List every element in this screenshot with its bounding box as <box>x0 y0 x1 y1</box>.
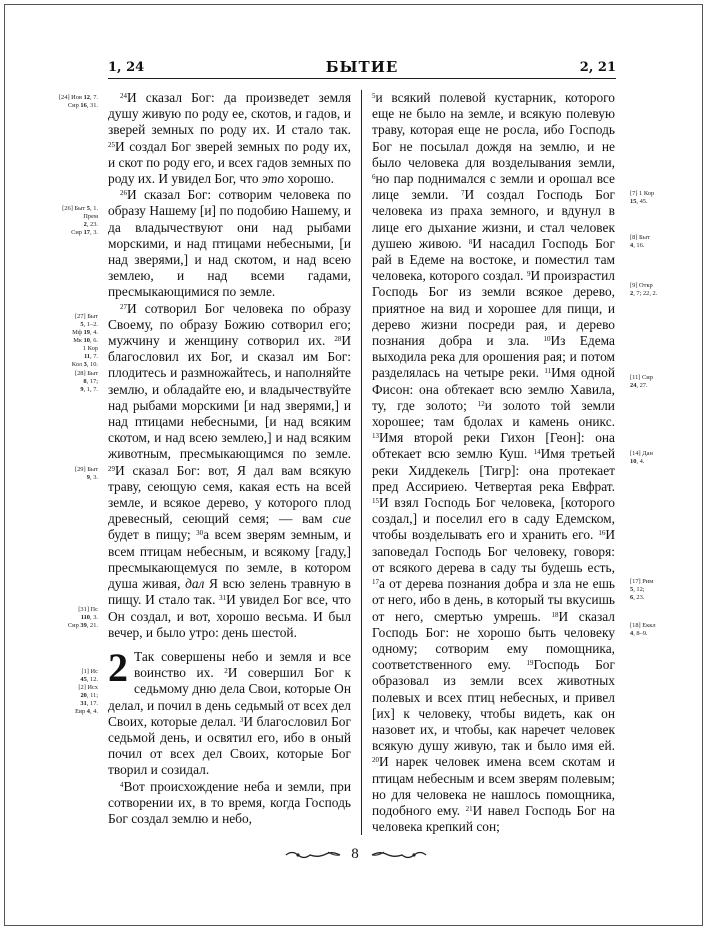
margin-ref: [24] Иов 12, 7. Сир 16, 31. <box>58 94 98 109</box>
left-column <box>108 90 351 827</box>
chapter-number: 2 <box>108 644 128 690</box>
column-divider <box>361 90 362 835</box>
chapter-2-start: 2 Так совершены небо и земля и все воинство их. $^2$И совершил Бог к седьмому дню дела Свои, которые Он делал, и почил в день седьмый от всех дел Своих, которые делал. $^3$И благословил Бог седьмой день, и освятил его, ибо в оный почил от всех дел Своих, которые Бог творил и созидал. <box>108 644 351 778</box>
page-footer <box>0 842 711 866</box>
margin-ref: [27] Быт 5, 1–2. Мф 19, 4. Мк 10, 6. 1 Кор 11, 7. Кол 3, 10. <box>71 313 98 368</box>
header-left-ref: 1, 24 <box>108 60 145 75</box>
book-title: БЫТИЕ <box>325 58 399 76</box>
margin-ref: [9] Откр 2, 7; 22, 2. <box>630 282 658 297</box>
margin-ref: [8] Быт 4, 16. <box>630 234 650 249</box>
margin-ref: [18] Еккл 4, 8–9. <box>630 622 656 637</box>
verse-1-26: $^{26}$И сказал Бог: сотворим человека по образу Нашему [и] по подобию Нашему, и да владычествуют они над рыбами морскими, и над птицами небесными, [и над зверями,] и над скотом, и над всею землею, и над всеми гадами, пресмыкающимися по земле. <box>108 187 351 300</box>
right-column <box>372 90 615 835</box>
margin-ref: [31] Пс 110, 3. Сир 39, 21. <box>67 606 98 629</box>
verse-1-27: $^{27}$И сотворил Бог человека по образу Своему, по образу Божию сотворил его; мужчину и женщину сотворил их. $^{28}$И благословил их Бог, и сказал им Бог: плодитесь и размножайтесь, и наполняйте землю, и обладайте ею, и владычествуйте над рыбами морскими [и над зверями,] и над птицами небесными, [и над всяким скотом, и над всею землею,] и над всяким животным, пресмыкающимся по земле. $^{29}$И сказал Бог: вот, Я дал вам всякую траву, сеющую семя, какая есть на всей земле, и всякое дерево, у которого плод древесный, сеющий семя; — вам сие будет в пищу; $^{30}$а всем зверям земным, и всем птицам небесным, и всякому [гаду,] пресмыкающемуся по земле, в котором душа живая, дал Я всю зелень травную в пищу. И стало так. $^{31}$И увидел Бог все, что Он создал, и вот, хорошо весьма. И был вечер, и было утро: день шестой. <box>108 300 352 640</box>
running-header <box>108 58 616 78</box>
header-rule <box>108 78 616 79</box>
left-ornament-icon <box>284 848 342 862</box>
margin-ref: [29] Быт 9, 3. <box>74 466 98 481</box>
header-right-ref: 2, 21 <box>579 60 616 75</box>
margin-ref: [28] Быт 8, 17; 9, 1, 7. <box>74 370 98 393</box>
margin-ref: [11] Сир 24, 27. <box>630 374 653 389</box>
right-ornament-icon <box>370 848 428 862</box>
page-number: 8 <box>351 846 359 862</box>
margin-ref: [26] Быт 5, 1. Прем 2, 23. Сир 17, 3. <box>62 205 98 236</box>
margin-ref: [14] Дан 10, 4. <box>630 450 653 465</box>
margin-ref: [1] Ис 45, 12. [2] Исх 20, 11; 31, 17. Евр 4, 4. <box>75 668 98 715</box>
verse-1-24: $^{24}$И сказал Бог: да произведет земля душу живую по роду ее, скотов, и гадов, и зверей земных по роду их. И стало так. $^{25}$И создал Бог зверей земных по роду их, и скот по роду его, и всех гадов земных по роду их. И увидел Бог, что это хорошо. <box>108 90 351 187</box>
margin-ref: [7] 1 Кор 15, 45. <box>630 190 655 205</box>
margin-ref: [17] Рим 5, 12; 6, 23. <box>630 578 654 601</box>
verse-2-5: $^5$и всякий полевой кустарник, которого еще не было на земле, и всякую полевую траву, которая еще не росла, ибо Господь Бог не посылал дождя на землю, и не было человека для возделывания земли, $^6$но пар поднимался с земли и орошал все лице земли. $^7$И создал Господь Бог человека из праха земного, и вдунул в лице его дыхание жизни, и стал человек душею живою. $^8$И насадил Господь Бог рай в Едеме на востоке, и поместил там человека, которого создал. $^9$И произрастил Господь Бог из земли всякое дерево, приятное на вид и хорошее для пищи, и дерево жизни посреди рая, и дерево познания добра и зла. $^{10}$Из Едема выходила река для орошения рая; и потом разделялась на четыре реки. $^{11}$Имя одной Фисон: она обтекает всю землю Хавила, ту, где золото; $^{12}$и золото той земли хорошее; там бдолах и камень оникс. $^{13}$Имя второй реки Гихон [Геон]: она обтекает всю землю Куш. $^{14}$Имя третьей реки Хиддекель [Тигр]: она протекает пред Ассириею. Четвертая река Евфрат. $^{15}$И взял Господь Бог человека, [которого создал,] и поселил его в саду Едемском, чтобы возделывать его и хранить его. $^{16}$И заповедал Господь Бог человеку, говоря: от всякого дерева в саду ты будешь есть, $^{17}$а от дерева познания добра и зла не ешь от него, ибо в день, в который ты вкусишь от него, смертью умрешь. $^{18}$И сказал Господь Бог: не хорошо быть человеку одному; сотворим ему помощника, соответственного ему. $^{19}$Господь Бог образовал из земли всех животных полевых и всех птиц небесных, и привел [их] к человеку, чтобы видеть, как он назовет их, и чтобы, как наречет человек всякую душу живую, так и было имя ей. $^{20}$И нарек человек имена всем скотам и птицам небесным и всем зверям полевым; но для человека не нашлось помощника, подобного ему. $^{21}$И навел Господь Бог на человека крепкий сон; <box>372 90 616 835</box>
verse-2-4: $^4$Вот происхождение неба и земли, при сотворении их, в то время, когда Господь Бог создал землю и небо, <box>108 778 351 826</box>
